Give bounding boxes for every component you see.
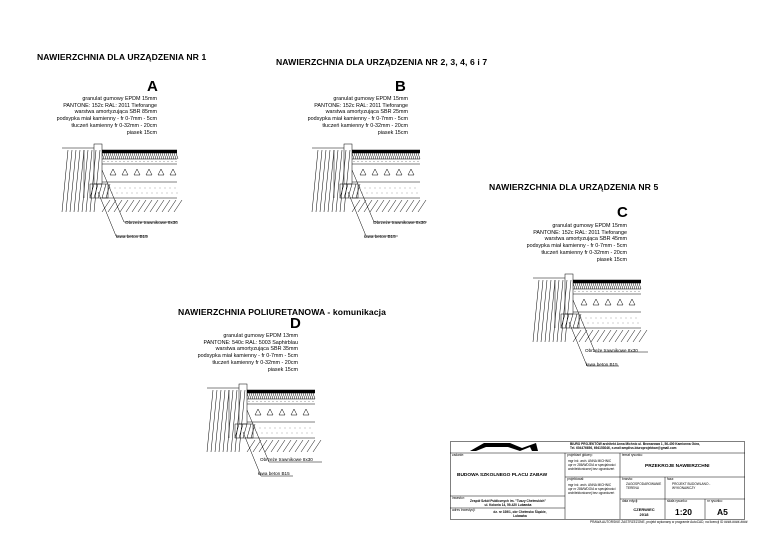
sbr-hatch (281, 393, 283, 399)
sand-dot (297, 433, 298, 434)
sbr-hatch (287, 393, 289, 399)
sand-dot (262, 433, 263, 434)
sand-dot (250, 428, 251, 429)
detail-c-edge-label: Obrzeże trawnikowe 8x30 (585, 348, 638, 353)
footing-hatch (239, 424, 243, 438)
sbr-hatch (299, 393, 301, 399)
layer-line: PANTONE: 540c RAL: 5003 Saphirblau (203, 339, 298, 346)
aggregate-dot (253, 401, 254, 402)
layer-line: podsypka miał kamienny - fr 0-7mm - 5cm (56, 116, 157, 123)
sbr-hatch (303, 393, 305, 399)
layer-line: piasek 15cm (596, 256, 627, 263)
layer-line: granulat gumowy EPDM 15mm (82, 96, 157, 102)
aggregate-dot (281, 401, 282, 402)
adres-label: adres inwestycji: (452, 508, 476, 512)
layer-line: podsypka miał kamienny - fr 0-7mm - 5cm (307, 116, 408, 123)
aggregate-dot (273, 401, 274, 402)
skala-label: skala rysunku: (667, 499, 688, 503)
sand-dot (260, 428, 261, 429)
layer-line: tłuczeń kamienny fr 0-32mm - 20cm (212, 359, 298, 366)
faza-label: faza: (667, 477, 674, 481)
footing-hatch (235, 424, 239, 438)
subsoil-hatch (313, 440, 321, 452)
aggregate-dot (261, 401, 262, 402)
projektant-line: architektonicznej bez ograniczeń (568, 466, 615, 471)
data-line: CZERWIEC (633, 507, 655, 512)
sbr-hatch (305, 393, 307, 399)
subsoil-hatch (295, 440, 303, 452)
sbr-hatch (289, 393, 291, 399)
detail-a-title: NAWIERZCHNIA DLA URZĄDZENIA NR 1 (37, 52, 207, 62)
inwestor-line: Zespół Szkół Publicznych im. "Tuszy Chełmskich" (470, 499, 546, 503)
sbr-hatch (273, 393, 275, 399)
sand-dot (275, 428, 276, 429)
adres-line: dz. nr 339/1, obr Chełmsko Śląskie, (493, 510, 547, 514)
branza-label: branża: (622, 477, 633, 481)
temat-value: PRZEKROJE NAWIERZCHNI (645, 464, 710, 469)
footing-leader (243, 432, 261, 476)
detail-d-letter: D (290, 315, 301, 332)
sand-dot (295, 428, 296, 429)
branza-value (626, 483, 661, 491)
layer-line: warstwa amortyzująca SBR 85mm (74, 109, 157, 116)
layer-line: granulat gumowy EPDM 13mm (223, 333, 298, 339)
sbr-hatch (271, 393, 273, 399)
adres-line: Lubawka (513, 513, 527, 518)
sand-dot (255, 428, 256, 429)
aggregate-dot (249, 401, 250, 402)
sbr-hatch (293, 393, 295, 399)
sbr-hatch (265, 393, 267, 399)
projektant-line: mgr inż. arch. ANNA MICHNIC (568, 459, 612, 463)
copyright-footer: PRAWA AUTORSKIE ZASTRZEŻONE, projekt wykonany w programie AutoCAD, na licencji ID ####-####-#### (590, 520, 748, 524)
sbr-hatch (249, 393, 251, 399)
projektowal-label: projektował: (567, 477, 585, 481)
layer-line: warstwa amortyzująca SBR 25mm (325, 109, 408, 116)
layer-line: piasek 15cm (126, 129, 157, 136)
sbr-hatch (307, 393, 309, 399)
layer-line: warstwa amortyzująca SBR 35mm (215, 346, 298, 353)
aggregate-dot (285, 401, 286, 402)
aggregate-dot (293, 401, 294, 402)
sand-dot (270, 428, 271, 429)
data-line: 2018 (639, 512, 649, 517)
temat-label: temat rysunku: (622, 453, 643, 457)
sand-dot (285, 428, 286, 429)
subsoil-hatch (301, 440, 309, 452)
aggregate-dot (277, 401, 278, 402)
sand-dot (312, 433, 313, 434)
aggregate-dot (305, 401, 306, 402)
footing-hatch (247, 424, 251, 438)
stone-triangle (279, 409, 285, 415)
sbr-hatch (247, 393, 249, 399)
zadanie-value: BUDOWA SZKOLNEGO PLACU ZABAW (457, 473, 548, 478)
stone-triangle (291, 409, 297, 415)
layer-line: podsypka miał kamienny - fr 0-7mm - 5cm (526, 243, 627, 250)
data-value (628, 507, 660, 517)
subsoil-hatch (307, 440, 315, 452)
curb (239, 384, 247, 424)
aggregate-dot (289, 401, 290, 402)
stone-triangle (303, 409, 309, 415)
sbr-hatch (259, 393, 261, 399)
sbr-hatch (257, 393, 259, 399)
layer-line: tłuczeń kamienny fr 0-32mm - 20cm (71, 122, 157, 129)
sand-dot (305, 428, 306, 429)
sand-dot (272, 433, 273, 434)
sand-dot (290, 428, 291, 429)
office-line-2: Tel. 604476656, 694153046, e-mail:ampliss.biuroprojektow@gmail.com (570, 446, 677, 450)
sand-dot (302, 433, 303, 434)
sbr-hatch (261, 393, 263, 399)
detail-d-edge-label: Obrzeże trawnikowe 8x30 (260, 457, 313, 462)
branza-line: TERENU (626, 485, 640, 490)
inwestor-line: ul. Kolonia 14, 59-420 Lubawka (484, 502, 532, 507)
sbr-hatch (251, 393, 253, 399)
detail-a-edge-label: Obrzeże trawnikowe 8x30 (125, 220, 178, 225)
aggregate-dot (257, 401, 258, 402)
footing-hatch (243, 424, 247, 438)
layer-line: tłuczeń kamienny fr 0-32mm - 20cm (541, 249, 627, 256)
subsoil-hatch (247, 440, 255, 452)
epdm-layer (247, 390, 315, 393)
detail-a-letter: A (147, 78, 158, 95)
subsoil-hatch (289, 440, 297, 452)
detail-d-footing-label: ława beton B15 (258, 471, 290, 476)
projektant-line: upr nr 286/WDOIA w specjalności (568, 462, 616, 467)
sand-dot (267, 433, 268, 434)
faza-line: WYKONAWCZY (672, 485, 696, 490)
subsoil-hatch (283, 440, 291, 452)
nr-label: nr rysunku: (707, 499, 723, 503)
detail-b-edge-label: Obrzeże trawnikowe 8x30 (373, 220, 426, 225)
stone-triangle (255, 409, 261, 415)
detail-d-title: NAWIERZCHNIA POLIURETANOWA - komunikacja (178, 307, 387, 317)
sbr-hatch (295, 393, 297, 399)
sbr-hatch (269, 393, 271, 399)
projektowal-line: upr nr 286/WDOIA w specjalności (568, 486, 616, 491)
title-block (450, 441, 748, 527)
aggregate-dot (297, 401, 298, 402)
inwestor-label: inwestor: (452, 496, 465, 500)
sbr-hatch (277, 393, 279, 399)
layer-line: piasek 15cm (377, 129, 408, 136)
projektant-glowny-label: projektant główny: (567, 453, 593, 457)
aggregate-dot (265, 401, 266, 402)
sand-dot (265, 428, 266, 429)
sand-dot (287, 433, 288, 434)
adres-value (480, 511, 560, 519)
layer-line: PANTONE: 152c RAL: 2011 Tieforange (63, 102, 157, 109)
subsoil-hatch (271, 440, 279, 452)
office-line-1: BIURO PROJEKTÓW architekt Anna Michnic ul. Browarowa 1, 56-400 Kamionna Góra, (570, 442, 700, 446)
aggregate-dot (301, 401, 302, 402)
skala-value: 1:20 (675, 507, 693, 517)
branza-line: ZAGOSPODAROWANIE (626, 482, 662, 486)
sbr-hatch (311, 393, 313, 399)
subsoil-hatch (265, 440, 273, 452)
sbr-hatch (297, 393, 299, 399)
sbr-hatch (267, 393, 269, 399)
layer-line: tłuczeń kamienny fr 0-32mm - 20cm (322, 122, 408, 129)
layer-line: piasek 15cm (267, 366, 298, 373)
sand-dot (307, 433, 308, 434)
detail-a-footing-label: ława beton B15 (116, 234, 148, 239)
data-label: data edycji: (622, 499, 639, 503)
nr-value: A5 (717, 507, 728, 517)
aggregate-dot (309, 401, 310, 402)
edge-leader (247, 410, 269, 462)
sbr-hatch (309, 393, 311, 399)
layer-line: granulat gumowy EPDM 15mm (333, 96, 408, 102)
detail-b-title: NAWIERZCHNIA DLA URZĄDZENIA NR 2, 3, 4, 6 i 7 (276, 57, 488, 67)
sand-dot (277, 433, 278, 434)
sbr-hatch (279, 393, 281, 399)
sbr-hatch (255, 393, 257, 399)
sand-dot (257, 433, 258, 434)
projektant-glowny-text (568, 460, 615, 471)
sand-dot (252, 433, 253, 434)
sbr-hatch (253, 393, 255, 399)
sbr-hatch (301, 393, 303, 399)
faza-value (672, 483, 710, 491)
layer-line: podsypka miał kamienny - fr 0-7mm - 5cm (197, 353, 298, 360)
detail-b-footing-label: ława beton B15 (364, 234, 396, 239)
detail-c-title: NAWIERZCHNIA DLA URZĄDZENIA NR 5 (489, 182, 659, 192)
layer-line: warstwa amortyzująca SBR 45mm (544, 236, 627, 243)
detail-b-letter: B (395, 78, 406, 95)
layer-line: PANTONE: 152c RAL: 2011 Tieforange (314, 102, 408, 109)
sand-dot (282, 433, 283, 434)
stone-triangle (267, 409, 273, 415)
detail-c-letter: C (617, 204, 628, 221)
zadanie-label: zadanie: (452, 453, 465, 457)
detail-c-footing-label: ława beton B15 (586, 362, 618, 367)
subsoil-hatch (253, 440, 261, 452)
inwestor-value (458, 500, 558, 508)
sbr-hatch (285, 393, 287, 399)
subsoil-hatch (277, 440, 285, 452)
layer-line: PANTONE: 152c RAL: 2011 Tieforange (533, 229, 627, 236)
aggregate-dot (313, 401, 314, 402)
projektowal-line: architektonicznej bez ograniczeń (568, 490, 615, 495)
sbr-hatch (263, 393, 265, 399)
aggregate-dot (269, 401, 270, 402)
sbr-hatch (313, 393, 315, 399)
projektowal-line: mgr inż. arch. ANNA MICHNIC (568, 483, 612, 487)
layer-line: granulat gumowy EPDM 15mm (552, 223, 627, 229)
sand-dot (292, 433, 293, 434)
sbr-hatch (275, 393, 277, 399)
logo-mark (470, 443, 538, 451)
sand-dot (300, 428, 301, 429)
faza-line: PROJEKT BUDOWLANO - (672, 482, 711, 486)
sand-dot (280, 428, 281, 429)
sbr-hatch (291, 393, 293, 399)
projektowal-text (568, 484, 615, 495)
sand-dot (310, 428, 311, 429)
sbr-hatch (283, 393, 285, 399)
